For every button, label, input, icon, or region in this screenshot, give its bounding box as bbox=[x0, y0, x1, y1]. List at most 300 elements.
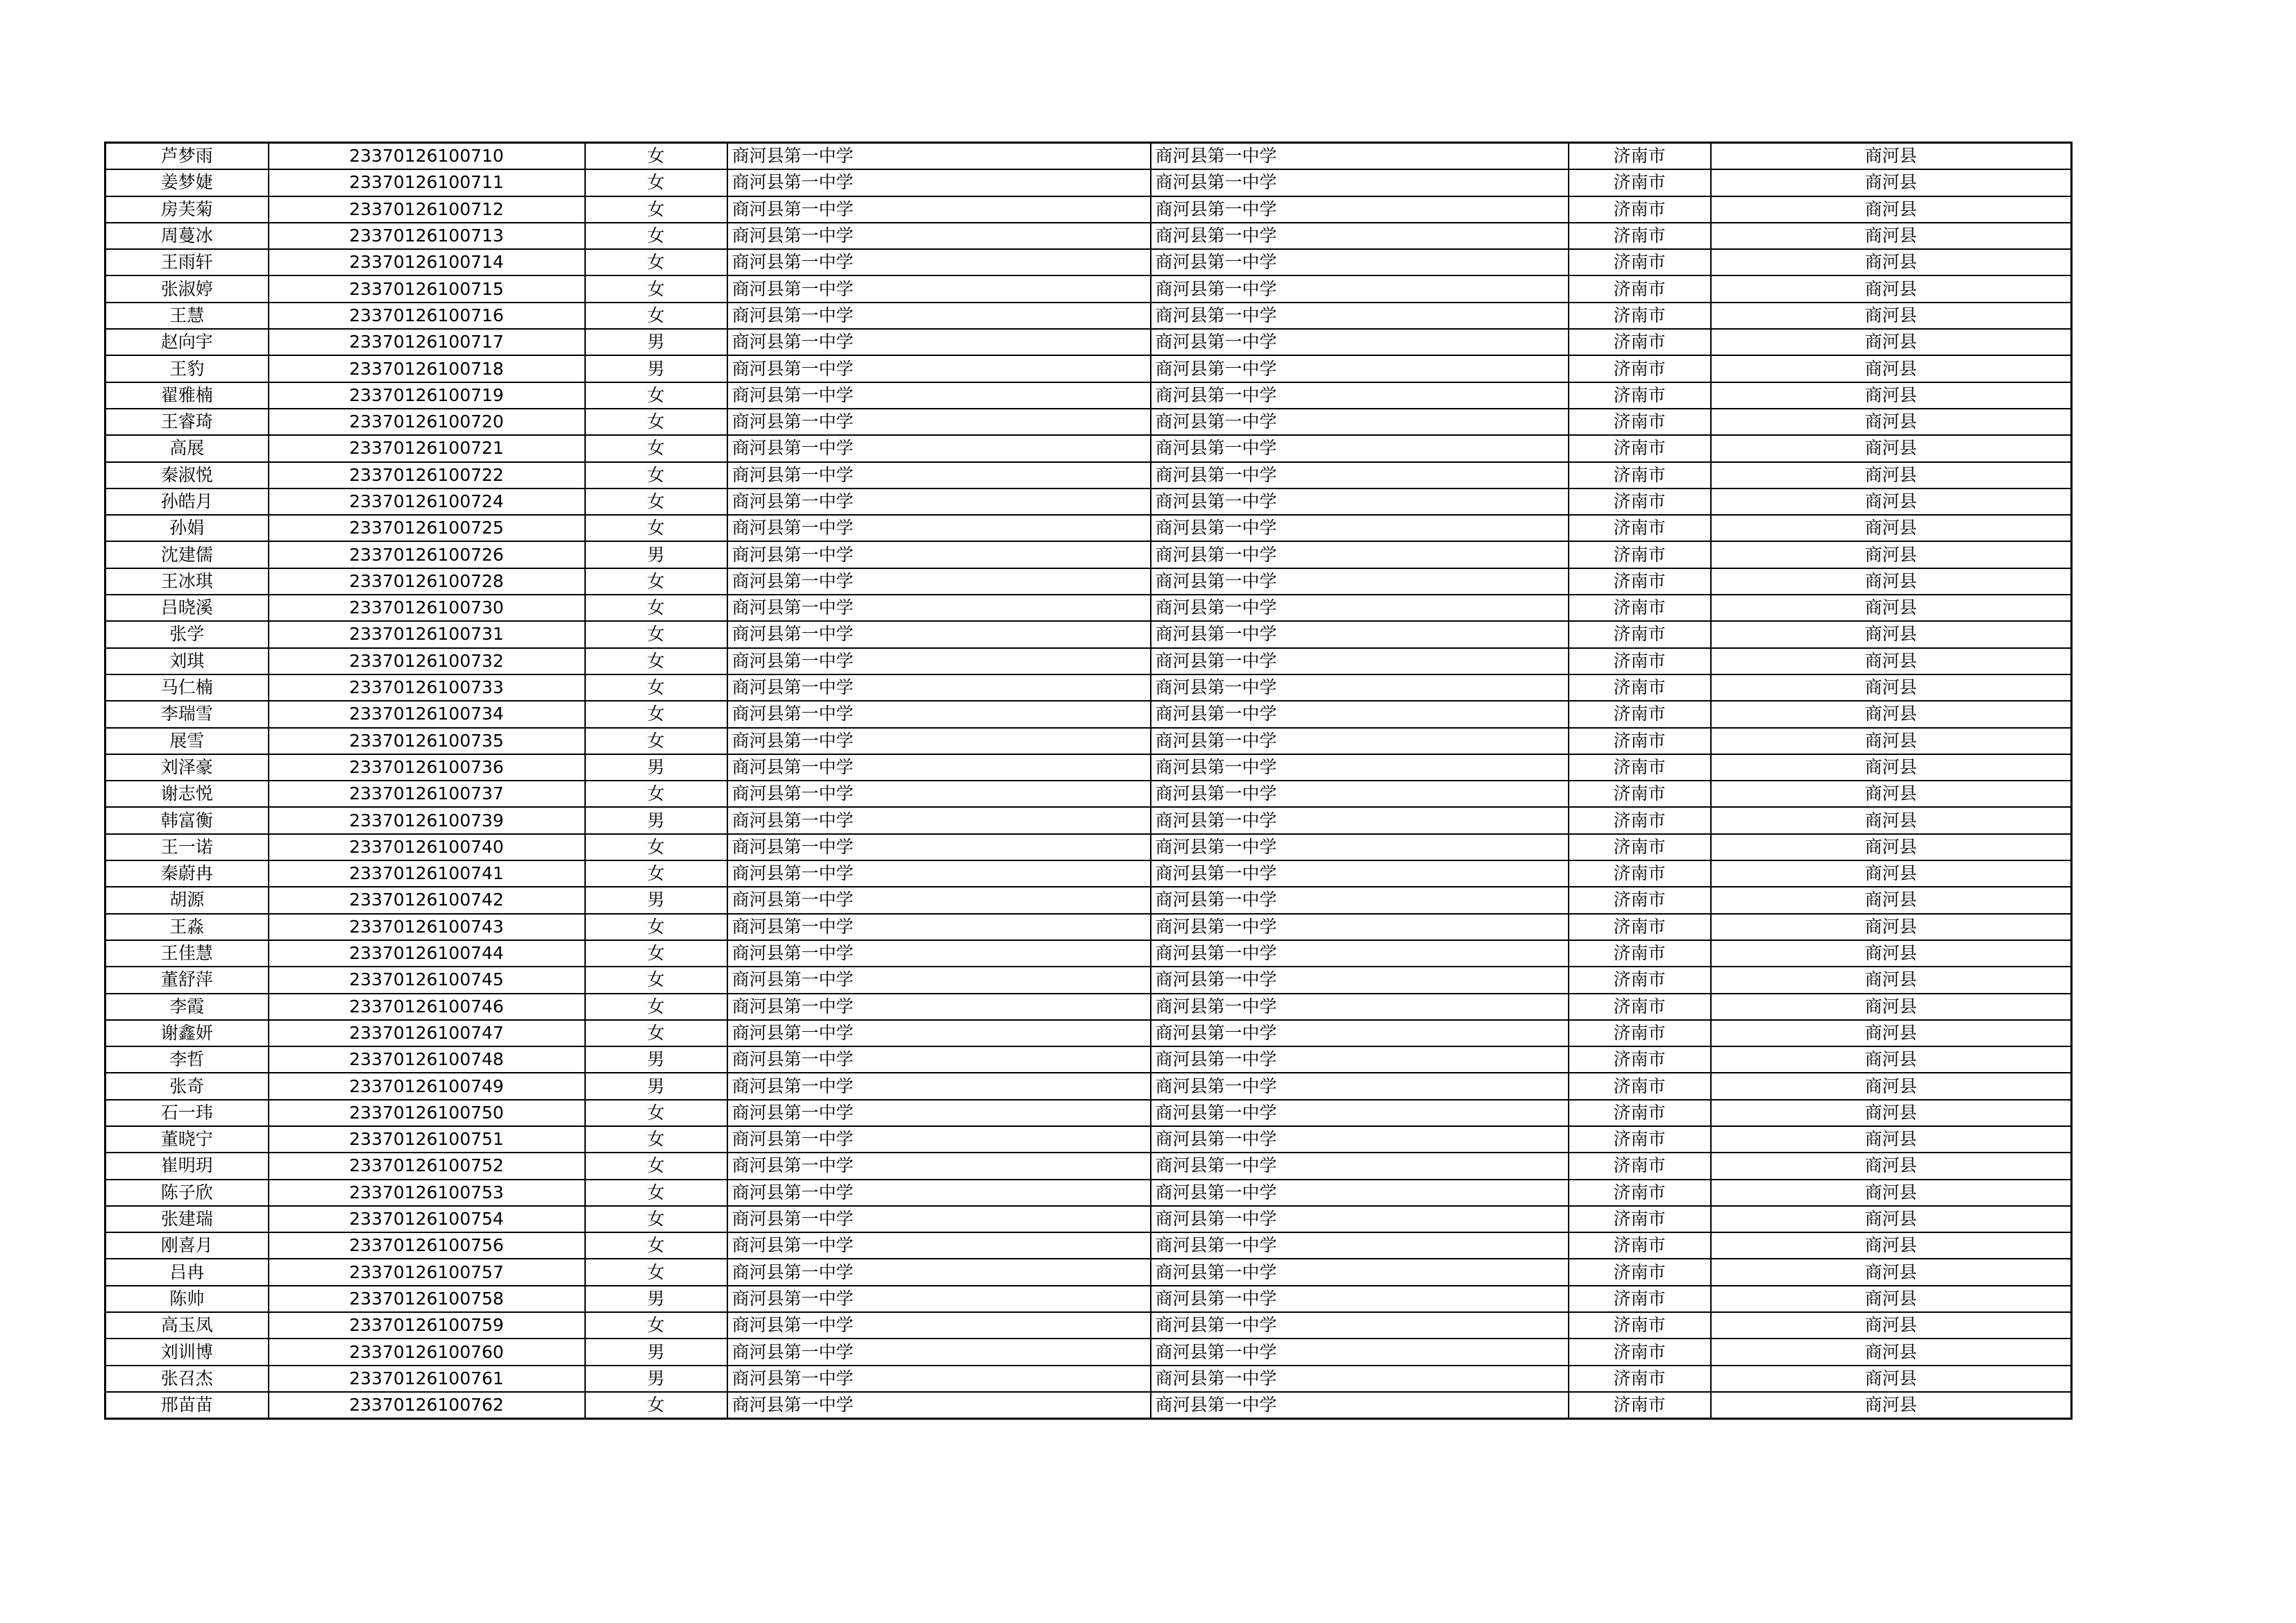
cell-county: 商河县 bbox=[1711, 1366, 2072, 1392]
cell-county: 商河县 bbox=[1711, 834, 2072, 860]
cell-gender: 女 bbox=[585, 1020, 727, 1046]
cell-city: 济南市 bbox=[1569, 701, 1711, 727]
table-row bbox=[105, 355, 2072, 382]
cell-gender: 女 bbox=[585, 223, 727, 249]
cell-name: 王慧 bbox=[105, 303, 269, 329]
cell-school-2: 商河县第一中学 bbox=[1151, 275, 1569, 302]
cell-exam-id: 23370126100747 bbox=[269, 1020, 585, 1046]
cell-name: 吕冉 bbox=[105, 1259, 269, 1285]
cell-name: 张建瑞 bbox=[105, 1206, 269, 1232]
cell-county: 商河县 bbox=[1711, 1312, 2072, 1339]
cell-school: 商河县第一中学 bbox=[727, 1286, 1151, 1312]
cell-school-2: 商河县第一中学 bbox=[1151, 1100, 1569, 1126]
table-row bbox=[105, 329, 2072, 355]
table-row bbox=[105, 860, 2072, 887]
cell-city: 济南市 bbox=[1569, 409, 1711, 435]
cell-county: 商河县 bbox=[1711, 674, 2072, 701]
cell-name: 姜梦婕 bbox=[105, 169, 269, 196]
cell-gender: 男 bbox=[585, 807, 727, 833]
cell-city: 济南市 bbox=[1569, 515, 1711, 541]
cell-county: 商河县 bbox=[1711, 568, 2072, 595]
cell-school-2: 商河县第一中学 bbox=[1151, 568, 1569, 595]
cell-city: 济南市 bbox=[1569, 860, 1711, 887]
cell-name: 王睿琦 bbox=[105, 409, 269, 435]
cell-school-2: 商河县第一中学 bbox=[1151, 409, 1569, 435]
cell-school-2: 商河县第一中学 bbox=[1151, 1366, 1569, 1392]
cell-school-2: 商河县第一中学 bbox=[1151, 249, 1569, 275]
cell-school-2: 商河县第一中学 bbox=[1151, 621, 1569, 647]
cell-gender: 女 bbox=[585, 648, 727, 674]
table-row bbox=[105, 409, 2072, 435]
cell-school-2: 商河县第一中学 bbox=[1151, 595, 1569, 621]
table-row bbox=[105, 382, 2072, 409]
cell-gender: 男 bbox=[585, 754, 727, 781]
table-row bbox=[105, 435, 2072, 461]
cell-school: 商河县第一中学 bbox=[727, 1153, 1151, 1179]
cell-school: 商河县第一中学 bbox=[727, 409, 1151, 435]
cell-gender: 女 bbox=[585, 382, 727, 409]
cell-school-2: 商河县第一中学 bbox=[1151, 1392, 1569, 1419]
table-row bbox=[105, 1312, 2072, 1339]
table-row bbox=[105, 1073, 2072, 1099]
cell-city: 济南市 bbox=[1569, 275, 1711, 302]
cell-city: 济南市 bbox=[1569, 1259, 1711, 1285]
cell-city: 济南市 bbox=[1569, 462, 1711, 488]
cell-school-2: 商河县第一中学 bbox=[1151, 1259, 1569, 1285]
table-row bbox=[105, 1339, 2072, 1365]
cell-school-2: 商河县第一中学 bbox=[1151, 143, 1569, 170]
cell-exam-id: 23370126100718 bbox=[269, 355, 585, 382]
cell-county: 商河县 bbox=[1711, 1100, 2072, 1126]
cell-name: 张召杰 bbox=[105, 1366, 269, 1392]
cell-gender: 男 bbox=[585, 1366, 727, 1392]
cell-gender: 女 bbox=[585, 249, 727, 275]
cell-county: 商河县 bbox=[1711, 781, 2072, 807]
cell-county: 商河县 bbox=[1711, 1392, 2072, 1419]
cell-name: 陈子欣 bbox=[105, 1180, 269, 1206]
cell-school: 商河县第一中学 bbox=[727, 1126, 1151, 1153]
cell-school-2: 商河县第一中学 bbox=[1151, 674, 1569, 701]
cell-county: 商河县 bbox=[1711, 1339, 2072, 1365]
cell-county: 商河县 bbox=[1711, 1046, 2072, 1073]
cell-gender: 女 bbox=[585, 1232, 727, 1259]
table-row bbox=[105, 169, 2072, 196]
table-row bbox=[105, 541, 2072, 568]
cell-school: 商河县第一中学 bbox=[727, 355, 1151, 382]
cell-school: 商河县第一中学 bbox=[727, 914, 1151, 940]
cell-county: 商河县 bbox=[1711, 143, 2072, 170]
table-row bbox=[105, 1153, 2072, 1179]
cell-county: 商河县 bbox=[1711, 648, 2072, 674]
cell-county: 商河县 bbox=[1711, 1073, 2072, 1099]
cell-school: 商河县第一中学 bbox=[727, 807, 1151, 833]
cell-school: 商河县第一中学 bbox=[727, 169, 1151, 196]
cell-school-2: 商河县第一中学 bbox=[1151, 834, 1569, 860]
cell-gender: 女 bbox=[585, 781, 727, 807]
cell-city: 济南市 bbox=[1569, 382, 1711, 409]
cell-name: 秦蔚冉 bbox=[105, 860, 269, 887]
cell-exam-id: 23370126100741 bbox=[269, 860, 585, 887]
cell-county: 商河县 bbox=[1711, 595, 2072, 621]
cell-school: 商河县第一中学 bbox=[727, 1180, 1151, 1206]
cell-city: 济南市 bbox=[1569, 754, 1711, 781]
cell-county: 商河县 bbox=[1711, 329, 2072, 355]
cell-gender: 女 bbox=[585, 462, 727, 488]
table-row bbox=[105, 488, 2072, 515]
cell-name: 董舒萍 bbox=[105, 967, 269, 993]
table-row bbox=[105, 728, 2072, 754]
cell-name: 胡源 bbox=[105, 887, 269, 913]
cell-county: 商河县 bbox=[1711, 303, 2072, 329]
cell-gender: 女 bbox=[585, 967, 727, 993]
cell-county: 商河县 bbox=[1711, 1153, 2072, 1179]
cell-gender: 女 bbox=[585, 621, 727, 647]
cell-school-2: 商河县第一中学 bbox=[1151, 462, 1569, 488]
cell-school: 商河县第一中学 bbox=[727, 967, 1151, 993]
cell-school: 商河县第一中学 bbox=[727, 568, 1151, 595]
cell-gender: 女 bbox=[585, 275, 727, 302]
cell-county: 商河县 bbox=[1711, 860, 2072, 887]
cell-school: 商河县第一中学 bbox=[727, 860, 1151, 887]
cell-gender: 女 bbox=[585, 303, 727, 329]
cell-school: 商河县第一中学 bbox=[727, 1100, 1151, 1126]
cell-exam-id: 23370126100757 bbox=[269, 1259, 585, 1285]
cell-school: 商河县第一中学 bbox=[727, 754, 1151, 781]
cell-city: 济南市 bbox=[1569, 435, 1711, 461]
cell-exam-id: 23370126100753 bbox=[269, 1180, 585, 1206]
cell-school-2: 商河县第一中学 bbox=[1151, 355, 1569, 382]
cell-name: 崔明玥 bbox=[105, 1153, 269, 1179]
cell-school-2: 商河县第一中学 bbox=[1151, 1339, 1569, 1365]
cell-gender: 男 bbox=[585, 1286, 727, 1312]
cell-school: 商河县第一中学 bbox=[727, 143, 1151, 170]
cell-city: 济南市 bbox=[1569, 1153, 1711, 1179]
cell-name: 高展 bbox=[105, 435, 269, 461]
cell-exam-id: 23370126100762 bbox=[269, 1392, 585, 1419]
cell-city: 济南市 bbox=[1569, 1232, 1711, 1259]
cell-school: 商河县第一中学 bbox=[727, 781, 1151, 807]
cell-school: 商河县第一中学 bbox=[727, 701, 1151, 727]
cell-school: 商河县第一中学 bbox=[727, 1392, 1151, 1419]
cell-city: 济南市 bbox=[1569, 940, 1711, 967]
cell-name: 李哲 bbox=[105, 1046, 269, 1073]
cell-gender: 女 bbox=[585, 1153, 727, 1179]
cell-gender: 女 bbox=[585, 1126, 727, 1153]
cell-gender: 女 bbox=[585, 196, 727, 223]
cell-name: 谢志悦 bbox=[105, 781, 269, 807]
cell-name: 董晓宁 bbox=[105, 1126, 269, 1153]
cell-gender: 女 bbox=[585, 1100, 727, 1126]
cell-exam-id: 23370126100734 bbox=[269, 701, 585, 727]
cell-school: 商河县第一中学 bbox=[727, 223, 1151, 249]
cell-school: 商河县第一中学 bbox=[727, 595, 1151, 621]
cell-city: 济南市 bbox=[1569, 1073, 1711, 1099]
cell-city: 济南市 bbox=[1569, 1339, 1711, 1365]
cell-gender: 男 bbox=[585, 1073, 727, 1099]
cell-county: 商河县 bbox=[1711, 169, 2072, 196]
cell-city: 济南市 bbox=[1569, 674, 1711, 701]
cell-gender: 女 bbox=[585, 1206, 727, 1232]
cell-school-2: 商河县第一中学 bbox=[1151, 1126, 1569, 1153]
cell-exam-id: 23370126100732 bbox=[269, 648, 585, 674]
cell-county: 商河县 bbox=[1711, 807, 2072, 833]
cell-school: 商河县第一中学 bbox=[727, 1339, 1151, 1365]
cell-name: 陈帅 bbox=[105, 1286, 269, 1312]
cell-school-2: 商河县第一中学 bbox=[1151, 940, 1569, 967]
cell-city: 济南市 bbox=[1569, 1392, 1711, 1419]
cell-school-2: 商河县第一中学 bbox=[1151, 701, 1569, 727]
table-row bbox=[105, 1126, 2072, 1153]
cell-county: 商河县 bbox=[1711, 435, 2072, 461]
cell-school-2: 商河县第一中学 bbox=[1151, 860, 1569, 887]
cell-school: 商河县第一中学 bbox=[727, 994, 1151, 1020]
cell-name: 王豹 bbox=[105, 355, 269, 382]
cell-exam-id: 23370126100722 bbox=[269, 462, 585, 488]
cell-name: 马仁楠 bbox=[105, 674, 269, 701]
cell-gender: 女 bbox=[585, 728, 727, 754]
cell-school: 商河县第一中学 bbox=[727, 249, 1151, 275]
table-row bbox=[105, 807, 2072, 833]
cell-name: 张学 bbox=[105, 621, 269, 647]
cell-city: 济南市 bbox=[1569, 1366, 1711, 1392]
cell-city: 济南市 bbox=[1569, 1180, 1711, 1206]
cell-school-2: 商河县第一中学 bbox=[1151, 1153, 1569, 1179]
table-row bbox=[105, 1180, 2072, 1206]
cell-name: 王冰琪 bbox=[105, 568, 269, 595]
cell-exam-id: 23370126100745 bbox=[269, 967, 585, 993]
cell-exam-id: 23370126100733 bbox=[269, 674, 585, 701]
cell-school-2: 商河县第一中学 bbox=[1151, 1046, 1569, 1073]
table-row bbox=[105, 462, 2072, 488]
cell-county: 商河县 bbox=[1711, 914, 2072, 940]
cell-county: 商河县 bbox=[1711, 1180, 2072, 1206]
table-row bbox=[105, 1100, 2072, 1126]
cell-exam-id: 23370126100739 bbox=[269, 807, 585, 833]
cell-county: 商河县 bbox=[1711, 1020, 2072, 1046]
cell-name: 王雨轩 bbox=[105, 249, 269, 275]
cell-school: 商河县第一中学 bbox=[727, 1046, 1151, 1073]
table-row bbox=[105, 940, 2072, 967]
cell-county: 商河县 bbox=[1711, 994, 2072, 1020]
table-row bbox=[105, 994, 2072, 1020]
cell-gender: 男 bbox=[585, 355, 727, 382]
cell-name: 李霞 bbox=[105, 994, 269, 1020]
cell-county: 商河县 bbox=[1711, 355, 2072, 382]
cell-exam-id: 23370126100721 bbox=[269, 435, 585, 461]
table-row bbox=[105, 249, 2072, 275]
cell-school-2: 商河县第一中学 bbox=[1151, 967, 1569, 993]
cell-school: 商河县第一中学 bbox=[727, 621, 1151, 647]
cell-city: 济南市 bbox=[1569, 249, 1711, 275]
cell-name: 孙娟 bbox=[105, 515, 269, 541]
cell-school: 商河县第一中学 bbox=[727, 1073, 1151, 1099]
cell-exam-id: 23370126100737 bbox=[269, 781, 585, 807]
cell-exam-id: 23370126100726 bbox=[269, 541, 585, 568]
cell-school: 商河县第一中学 bbox=[727, 435, 1151, 461]
cell-school-2: 商河县第一中学 bbox=[1151, 382, 1569, 409]
cell-exam-id: 23370126100743 bbox=[269, 914, 585, 940]
cell-city: 济南市 bbox=[1569, 1126, 1711, 1153]
cell-name: 刘训博 bbox=[105, 1339, 269, 1365]
cell-exam-id: 23370126100761 bbox=[269, 1366, 585, 1392]
table-row bbox=[105, 674, 2072, 701]
table-row bbox=[105, 1366, 2072, 1392]
cell-exam-id: 23370126100751 bbox=[269, 1126, 585, 1153]
cell-exam-id: 23370126100754 bbox=[269, 1206, 585, 1232]
cell-city: 济南市 bbox=[1569, 568, 1711, 595]
cell-city: 济南市 bbox=[1569, 914, 1711, 940]
cell-exam-id: 23370126100713 bbox=[269, 223, 585, 249]
cell-school: 商河县第一中学 bbox=[727, 329, 1151, 355]
cell-city: 济南市 bbox=[1569, 994, 1711, 1020]
cell-school: 商河县第一中学 bbox=[727, 674, 1151, 701]
cell-school: 商河县第一中学 bbox=[727, 1020, 1151, 1046]
cell-gender: 女 bbox=[585, 515, 727, 541]
cell-city: 济南市 bbox=[1569, 1206, 1711, 1232]
cell-school-2: 商河县第一中学 bbox=[1151, 1180, 1569, 1206]
cell-gender: 男 bbox=[585, 541, 727, 568]
cell-city: 济南市 bbox=[1569, 807, 1711, 833]
cell-school: 商河县第一中学 bbox=[727, 1206, 1151, 1232]
cell-name: 谢鑫妍 bbox=[105, 1020, 269, 1046]
cell-school: 商河县第一中学 bbox=[727, 382, 1151, 409]
cell-gender: 女 bbox=[585, 409, 727, 435]
cell-county: 商河县 bbox=[1711, 967, 2072, 993]
cell-county: 商河县 bbox=[1711, 1206, 2072, 1232]
cell-name: 赵向宇 bbox=[105, 329, 269, 355]
cell-exam-id: 23370126100717 bbox=[269, 329, 585, 355]
cell-gender: 女 bbox=[585, 568, 727, 595]
table-row bbox=[105, 914, 2072, 940]
cell-name: 芦梦雨 bbox=[105, 143, 269, 170]
cell-school-2: 商河县第一中学 bbox=[1151, 1286, 1569, 1312]
table-row bbox=[105, 143, 2072, 170]
cell-exam-id: 23370126100724 bbox=[269, 488, 585, 515]
cell-exam-id: 23370126100758 bbox=[269, 1286, 585, 1312]
cell-school-2: 商河县第一中学 bbox=[1151, 914, 1569, 940]
cell-gender: 女 bbox=[585, 860, 727, 887]
cell-gender: 女 bbox=[585, 1392, 727, 1419]
cell-exam-id: 23370126100749 bbox=[269, 1073, 585, 1099]
cell-city: 济南市 bbox=[1569, 1312, 1711, 1339]
table-row bbox=[105, 196, 2072, 223]
cell-school-2: 商河县第一中学 bbox=[1151, 1206, 1569, 1232]
cell-county: 商河县 bbox=[1711, 409, 2072, 435]
cell-gender: 女 bbox=[585, 940, 727, 967]
cell-gender: 男 bbox=[585, 1339, 727, 1365]
table-row bbox=[105, 1206, 2072, 1232]
cell-county: 商河县 bbox=[1711, 1286, 2072, 1312]
cell-gender: 女 bbox=[585, 435, 727, 461]
table-row bbox=[105, 621, 2072, 647]
cell-city: 济南市 bbox=[1569, 223, 1711, 249]
cell-city: 济南市 bbox=[1569, 834, 1711, 860]
table-row bbox=[105, 967, 2072, 993]
cell-city: 济南市 bbox=[1569, 728, 1711, 754]
cell-exam-id: 23370126100719 bbox=[269, 382, 585, 409]
cell-county: 商河县 bbox=[1711, 462, 2072, 488]
cell-name: 吕晓溪 bbox=[105, 595, 269, 621]
table-row bbox=[105, 595, 2072, 621]
cell-school-2: 商河县第一中学 bbox=[1151, 1073, 1569, 1099]
cell-exam-id: 23370126100715 bbox=[269, 275, 585, 302]
cell-gender: 女 bbox=[585, 169, 727, 196]
cell-county: 商河县 bbox=[1711, 1126, 2072, 1153]
table-row bbox=[105, 1392, 2072, 1419]
cell-city: 济南市 bbox=[1569, 303, 1711, 329]
cell-county: 商河县 bbox=[1711, 196, 2072, 223]
cell-city: 济南市 bbox=[1569, 1286, 1711, 1312]
cell-name: 房芙菊 bbox=[105, 196, 269, 223]
cell-school: 商河县第一中学 bbox=[727, 196, 1151, 223]
cell-exam-id: 23370126100744 bbox=[269, 940, 585, 967]
cell-name: 翟雅楠 bbox=[105, 382, 269, 409]
cell-county: 商河县 bbox=[1711, 541, 2072, 568]
cell-school: 商河县第一中学 bbox=[727, 1232, 1151, 1259]
cell-gender: 女 bbox=[585, 994, 727, 1020]
table-row bbox=[105, 648, 2072, 674]
cell-exam-id: 23370126100740 bbox=[269, 834, 585, 860]
cell-school-2: 商河县第一中学 bbox=[1151, 781, 1569, 807]
cell-name: 刘琪 bbox=[105, 648, 269, 674]
cell-name: 秦淑悦 bbox=[105, 462, 269, 488]
table-row bbox=[105, 223, 2072, 249]
cell-city: 济南市 bbox=[1569, 355, 1711, 382]
cell-school-2: 商河县第一中学 bbox=[1151, 541, 1569, 568]
cell-county: 商河县 bbox=[1711, 515, 2072, 541]
cell-school-2: 商河县第一中学 bbox=[1151, 488, 1569, 515]
cell-school: 商河县第一中学 bbox=[727, 834, 1151, 860]
cell-city: 济南市 bbox=[1569, 621, 1711, 647]
cell-exam-id: 23370126100725 bbox=[269, 515, 585, 541]
cell-name: 高玉凤 bbox=[105, 1312, 269, 1339]
cell-county: 商河县 bbox=[1711, 701, 2072, 727]
cell-city: 济南市 bbox=[1569, 196, 1711, 223]
cell-gender: 男 bbox=[585, 887, 727, 913]
cell-school: 商河县第一中学 bbox=[727, 648, 1151, 674]
cell-school: 商河县第一中学 bbox=[727, 488, 1151, 515]
cell-name: 沈建儒 bbox=[105, 541, 269, 568]
cell-exam-id: 23370126100711 bbox=[269, 169, 585, 196]
cell-name: 邢苗苗 bbox=[105, 1392, 269, 1419]
cell-school-2: 商河县第一中学 bbox=[1151, 303, 1569, 329]
cell-city: 济南市 bbox=[1569, 595, 1711, 621]
cell-exam-id: 23370126100712 bbox=[269, 196, 585, 223]
cell-school: 商河县第一中学 bbox=[727, 728, 1151, 754]
cell-exam-id: 23370126100752 bbox=[269, 1153, 585, 1179]
cell-exam-id: 23370126100748 bbox=[269, 1046, 585, 1073]
cell-school-2: 商河县第一中学 bbox=[1151, 223, 1569, 249]
cell-school-2: 商河县第一中学 bbox=[1151, 1232, 1569, 1259]
cell-city: 济南市 bbox=[1569, 169, 1711, 196]
cell-gender: 男 bbox=[585, 1046, 727, 1073]
cell-city: 济南市 bbox=[1569, 329, 1711, 355]
cell-gender: 女 bbox=[585, 1259, 727, 1285]
table-row bbox=[105, 568, 2072, 595]
cell-city: 济南市 bbox=[1569, 887, 1711, 913]
cell-school-2: 商河县第一中学 bbox=[1151, 807, 1569, 833]
cell-exam-id: 23370126100730 bbox=[269, 595, 585, 621]
cell-county: 商河县 bbox=[1711, 1232, 2072, 1259]
cell-school: 商河县第一中学 bbox=[727, 275, 1151, 302]
cell-city: 济南市 bbox=[1569, 1100, 1711, 1126]
cell-county: 商河县 bbox=[1711, 940, 2072, 967]
cell-name: 韩富衡 bbox=[105, 807, 269, 833]
cell-name: 王一诺 bbox=[105, 834, 269, 860]
cell-school-2: 商河县第一中学 bbox=[1151, 887, 1569, 913]
table-body bbox=[105, 143, 2072, 1419]
cell-gender: 女 bbox=[585, 834, 727, 860]
